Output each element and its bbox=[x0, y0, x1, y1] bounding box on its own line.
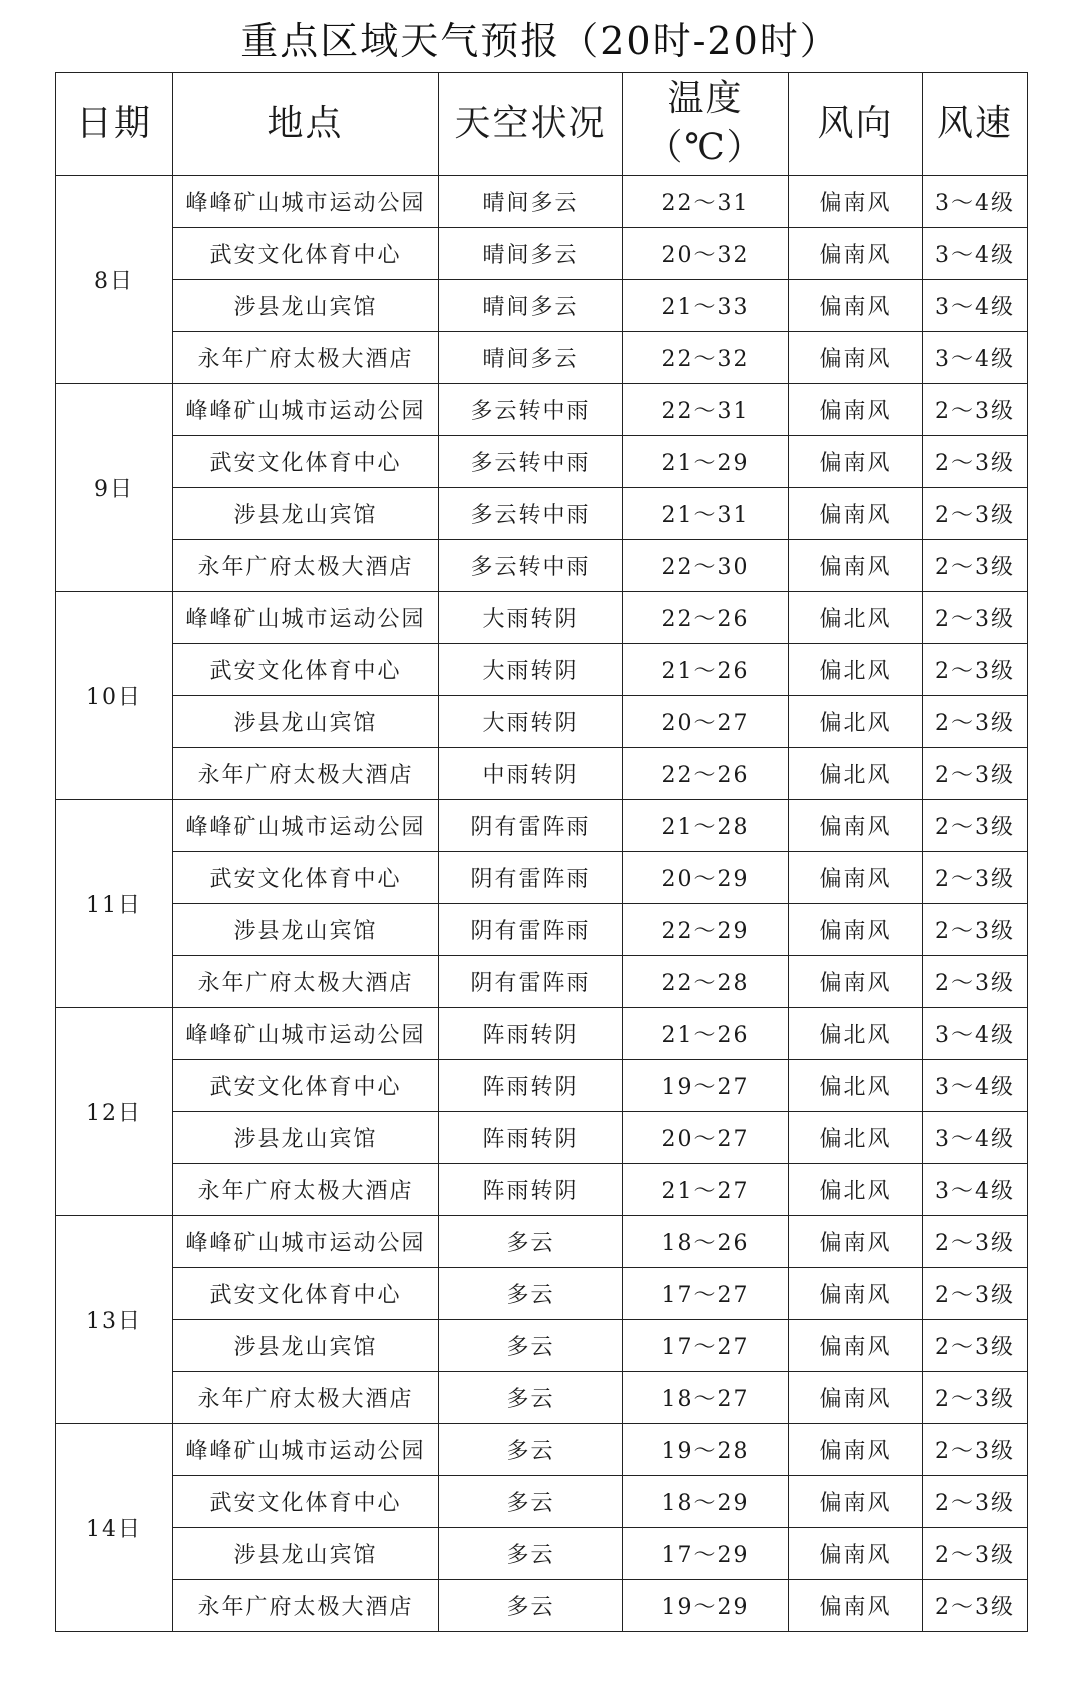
table-row bbox=[56, 488, 1028, 540]
wind-direction-cell: 偏南风 bbox=[789, 384, 923, 436]
temperature-cell: 18～29 bbox=[623, 1476, 789, 1528]
location-cell: 永年广府太极大酒店 bbox=[173, 540, 439, 592]
sky-condition-cell: 阴有雷阵雨 bbox=[439, 852, 623, 904]
sky-condition-cell: 多云转中雨 bbox=[439, 436, 623, 488]
sky-condition-cell: 阵雨转阴 bbox=[439, 1164, 623, 1216]
wind-speed-cell: 3～4级 bbox=[923, 1060, 1028, 1112]
table-row bbox=[56, 956, 1028, 1008]
sky-condition-cell: 晴间多云 bbox=[439, 228, 623, 280]
wind-speed-cell: 3～4级 bbox=[923, 280, 1028, 332]
sky-condition-cell: 多云 bbox=[439, 1528, 623, 1580]
wind-direction-cell: 偏南风 bbox=[789, 1320, 923, 1372]
wind-speed-cell: 2～3级 bbox=[923, 436, 1028, 488]
header-temperature bbox=[623, 73, 789, 176]
wind-direction-cell: 偏南风 bbox=[789, 332, 923, 384]
temperature-cell: 21～33 bbox=[623, 280, 789, 332]
wind-direction-cell: 偏南风 bbox=[789, 852, 923, 904]
forecast-body bbox=[56, 176, 1028, 1632]
table-row bbox=[56, 1476, 1028, 1528]
sky-condition-cell: 多云 bbox=[439, 1268, 623, 1320]
temperature-cell: 19～27 bbox=[623, 1060, 789, 1112]
wind-speed-cell: 2～3级 bbox=[923, 644, 1028, 696]
wind-speed-cell: 2～3级 bbox=[923, 488, 1028, 540]
location-cell: 武安文化体育中心 bbox=[173, 644, 439, 696]
location-cell: 峰峰矿山城市运动公园 bbox=[173, 1216, 439, 1268]
wind-direction-cell: 偏南风 bbox=[789, 540, 923, 592]
date-cell: 13日 bbox=[56, 1216, 173, 1424]
document-title: 重点区域天气预报（20时-20时） bbox=[240, 19, 840, 63]
header-row bbox=[56, 73, 1028, 176]
header-temperature-label: 温度 bbox=[667, 78, 744, 120]
wind-direction-cell: 偏北风 bbox=[789, 592, 923, 644]
sky-condition-cell: 晴间多云 bbox=[439, 176, 623, 228]
temperature-cell: 22～31 bbox=[623, 176, 789, 228]
sky-condition-cell: 阵雨转阴 bbox=[439, 1060, 623, 1112]
temperature-cell: 22～31 bbox=[623, 384, 789, 436]
table-row bbox=[56, 800, 1028, 852]
wind-direction-cell: 偏南风 bbox=[789, 488, 923, 540]
wind-direction-cell: 偏南风 bbox=[789, 956, 923, 1008]
table-row bbox=[56, 852, 1028, 904]
table-row bbox=[56, 696, 1028, 748]
table-row bbox=[56, 1008, 1028, 1060]
table-row bbox=[56, 1060, 1028, 1112]
location-cell: 永年广府太极大酒店 bbox=[173, 1372, 439, 1424]
location-cell: 涉县龙山宾馆 bbox=[173, 488, 439, 540]
header-date: 日期 bbox=[56, 73, 173, 176]
sky-condition-cell: 多云 bbox=[439, 1320, 623, 1372]
wind-speed-cell: 3～4级 bbox=[923, 228, 1028, 280]
location-cell: 永年广府太极大酒店 bbox=[173, 956, 439, 1008]
temperature-cell: 21～27 bbox=[623, 1164, 789, 1216]
temperature-cell: 21～31 bbox=[623, 488, 789, 540]
table-row bbox=[56, 1216, 1028, 1268]
temperature-cell: 19～29 bbox=[623, 1580, 789, 1632]
wind-direction-cell: 偏南风 bbox=[789, 228, 923, 280]
wind-direction-cell: 偏北风 bbox=[789, 644, 923, 696]
sky-condition-cell: 大雨转阴 bbox=[439, 696, 623, 748]
table-row bbox=[56, 644, 1028, 696]
temperature-cell: 17～27 bbox=[623, 1268, 789, 1320]
location-cell: 涉县龙山宾馆 bbox=[173, 1528, 439, 1580]
table-row bbox=[56, 540, 1028, 592]
table-row bbox=[56, 1320, 1028, 1372]
temperature-cell: 22～26 bbox=[623, 592, 789, 644]
location-cell: 武安文化体育中心 bbox=[173, 228, 439, 280]
temperature-cell: 22～32 bbox=[623, 332, 789, 384]
sky-condition-cell: 晴间多云 bbox=[439, 332, 623, 384]
sky-condition-cell: 晴间多云 bbox=[439, 280, 623, 332]
date-cell: 12日 bbox=[56, 1008, 173, 1216]
wind-speed-cell: 2～3级 bbox=[923, 748, 1028, 800]
sky-condition-cell: 多云 bbox=[439, 1216, 623, 1268]
table-row bbox=[56, 436, 1028, 488]
location-cell: 涉县龙山宾馆 bbox=[173, 696, 439, 748]
temperature-cell: 22～30 bbox=[623, 540, 789, 592]
table-row bbox=[56, 904, 1028, 956]
sky-condition-cell: 阴有雷阵雨 bbox=[439, 904, 623, 956]
wind-speed-cell: 3～4级 bbox=[923, 176, 1028, 228]
header-temperature-unit: （℃） bbox=[646, 127, 765, 168]
wind-direction-cell: 偏南风 bbox=[789, 1580, 923, 1632]
location-cell: 峰峰矿山城市运动公园 bbox=[173, 1424, 439, 1476]
temperature-cell: 21～29 bbox=[623, 436, 789, 488]
sky-condition-cell: 阴有雷阵雨 bbox=[439, 956, 623, 1008]
temperature-cell: 19～28 bbox=[623, 1424, 789, 1476]
table-row bbox=[56, 1528, 1028, 1580]
wind-speed-cell: 2～3级 bbox=[923, 852, 1028, 904]
wind-speed-cell: 2～3级 bbox=[923, 1476, 1028, 1528]
wind-direction-cell: 偏南风 bbox=[789, 1268, 923, 1320]
header-wind-speed: 风速 bbox=[923, 73, 1028, 176]
table-row bbox=[56, 592, 1028, 644]
location-cell: 涉县龙山宾馆 bbox=[173, 280, 439, 332]
wind-speed-cell: 3～4级 bbox=[923, 1112, 1028, 1164]
temperature-cell: 21～28 bbox=[623, 800, 789, 852]
sky-condition-cell: 多云转中雨 bbox=[439, 540, 623, 592]
location-cell: 武安文化体育中心 bbox=[173, 1060, 439, 1112]
sky-condition-cell: 大雨转阴 bbox=[439, 644, 623, 696]
wind-direction-cell: 偏北风 bbox=[789, 1112, 923, 1164]
date-cell: 14日 bbox=[56, 1424, 173, 1632]
wind-speed-cell: 2～3级 bbox=[923, 384, 1028, 436]
location-cell: 峰峰矿山城市运动公园 bbox=[173, 176, 439, 228]
location-cell: 永年广府太极大酒店 bbox=[173, 1164, 439, 1216]
wind-direction-cell: 偏南风 bbox=[789, 176, 923, 228]
wind-speed-cell: 2～3级 bbox=[923, 956, 1028, 1008]
location-cell: 武安文化体育中心 bbox=[173, 1268, 439, 1320]
wind-direction-cell: 偏南风 bbox=[789, 436, 923, 488]
sky-condition-cell: 多云 bbox=[439, 1372, 623, 1424]
wind-speed-cell: 2～3级 bbox=[923, 800, 1028, 852]
location-cell: 峰峰矿山城市运动公园 bbox=[173, 800, 439, 852]
table-row bbox=[56, 280, 1028, 332]
header-location: 地点 bbox=[173, 73, 439, 176]
temperature-cell: 22～29 bbox=[623, 904, 789, 956]
wind-speed-cell: 2～3级 bbox=[923, 1216, 1028, 1268]
temperature-cell: 17～29 bbox=[623, 1528, 789, 1580]
location-cell: 涉县龙山宾馆 bbox=[173, 1320, 439, 1372]
wind-speed-cell: 2～3级 bbox=[923, 1268, 1028, 1320]
wind-direction-cell: 偏南风 bbox=[789, 1216, 923, 1268]
location-cell: 武安文化体育中心 bbox=[173, 436, 439, 488]
temperature-cell: 20～27 bbox=[623, 1112, 789, 1164]
wind-speed-cell: 2～3级 bbox=[923, 904, 1028, 956]
temperature-cell: 22～28 bbox=[623, 956, 789, 1008]
wind-speed-cell: 2～3级 bbox=[923, 1424, 1028, 1476]
location-cell: 武安文化体育中心 bbox=[173, 1476, 439, 1528]
temperature-cell: 21～26 bbox=[623, 644, 789, 696]
wind-direction-cell: 偏北风 bbox=[789, 696, 923, 748]
table-row bbox=[56, 1580, 1028, 1632]
temperature-cell: 20～32 bbox=[623, 228, 789, 280]
wind-direction-cell: 偏南风 bbox=[789, 800, 923, 852]
header-sky: 天空状况 bbox=[439, 73, 623, 176]
location-cell: 武安文化体育中心 bbox=[173, 852, 439, 904]
table-row bbox=[56, 384, 1028, 436]
sky-condition-cell: 阴有雷阵雨 bbox=[439, 800, 623, 852]
table-row bbox=[56, 332, 1028, 384]
table-row bbox=[56, 1424, 1028, 1476]
location-cell: 永年广府太极大酒店 bbox=[173, 748, 439, 800]
sky-condition-cell: 中雨转阴 bbox=[439, 748, 623, 800]
temperature-cell: 20～27 bbox=[623, 696, 789, 748]
date-cell: 10日 bbox=[56, 592, 173, 800]
wind-direction-cell: 偏南风 bbox=[789, 904, 923, 956]
location-cell: 峰峰矿山城市运动公园 bbox=[173, 592, 439, 644]
wind-direction-cell: 偏北风 bbox=[789, 1008, 923, 1060]
sky-condition-cell: 多云转中雨 bbox=[439, 384, 623, 436]
location-cell: 永年广府太极大酒店 bbox=[173, 332, 439, 384]
date-cell: 11日 bbox=[56, 800, 173, 1008]
sky-condition-cell: 大雨转阴 bbox=[439, 592, 623, 644]
temperature-cell: 20～29 bbox=[623, 852, 789, 904]
table-row bbox=[56, 1372, 1028, 1424]
wind-direction-cell: 偏北风 bbox=[789, 1164, 923, 1216]
wind-speed-cell: 2～3级 bbox=[923, 540, 1028, 592]
sky-condition-cell: 阵雨转阴 bbox=[439, 1112, 623, 1164]
wind-direction-cell: 偏南风 bbox=[789, 1528, 923, 1580]
location-cell: 峰峰矿山城市运动公园 bbox=[173, 384, 439, 436]
wind-direction-cell: 偏南风 bbox=[789, 1424, 923, 1476]
wind-speed-cell: 3～4级 bbox=[923, 1164, 1028, 1216]
wind-speed-cell: 3～4级 bbox=[923, 332, 1028, 384]
wind-direction-cell: 偏南风 bbox=[789, 280, 923, 332]
temperature-cell: 18～26 bbox=[623, 1216, 789, 1268]
location-cell: 涉县龙山宾馆 bbox=[173, 1112, 439, 1164]
table-row bbox=[56, 176, 1028, 228]
wind-speed-cell: 2～3级 bbox=[923, 696, 1028, 748]
wind-speed-cell: 2～3级 bbox=[923, 1528, 1028, 1580]
wind-speed-cell: 2～3级 bbox=[923, 1372, 1028, 1424]
table-row bbox=[56, 1268, 1028, 1320]
temperature-cell: 17～27 bbox=[623, 1320, 789, 1372]
table-row bbox=[56, 748, 1028, 800]
location-cell: 峰峰矿山城市运动公园 bbox=[173, 1008, 439, 1060]
location-cell: 涉县龙山宾馆 bbox=[173, 904, 439, 956]
table-row bbox=[56, 1164, 1028, 1216]
wind-speed-cell: 2～3级 bbox=[923, 1320, 1028, 1372]
sky-condition-cell: 多云 bbox=[439, 1476, 623, 1528]
date-cell: 8日 bbox=[56, 176, 173, 384]
sky-condition-cell: 多云 bbox=[439, 1424, 623, 1476]
temperature-cell: 18～27 bbox=[623, 1372, 789, 1424]
wind-direction-cell: 偏北风 bbox=[789, 748, 923, 800]
wind-direction-cell: 偏北风 bbox=[789, 1060, 923, 1112]
wind-speed-cell: 3～4级 bbox=[923, 1008, 1028, 1060]
forecast-table bbox=[55, 72, 1028, 1632]
wind-direction-cell: 偏南风 bbox=[789, 1476, 923, 1528]
temperature-cell: 22～26 bbox=[623, 748, 789, 800]
sky-condition-cell: 阵雨转阴 bbox=[439, 1008, 623, 1060]
location-cell: 永年广府太极大酒店 bbox=[173, 1580, 439, 1632]
header-wind-direction: 风向 bbox=[789, 73, 923, 176]
wind-speed-cell: 2～3级 bbox=[923, 592, 1028, 644]
temperature-cell: 21～26 bbox=[623, 1008, 789, 1060]
sky-condition-cell: 多云转中雨 bbox=[439, 488, 623, 540]
table-row bbox=[56, 1112, 1028, 1164]
date-cell: 9日 bbox=[56, 384, 173, 592]
wind-direction-cell: 偏南风 bbox=[789, 1372, 923, 1424]
table-row bbox=[56, 228, 1028, 280]
wind-speed-cell: 2～3级 bbox=[923, 1580, 1028, 1632]
sky-condition-cell: 多云 bbox=[439, 1580, 623, 1632]
